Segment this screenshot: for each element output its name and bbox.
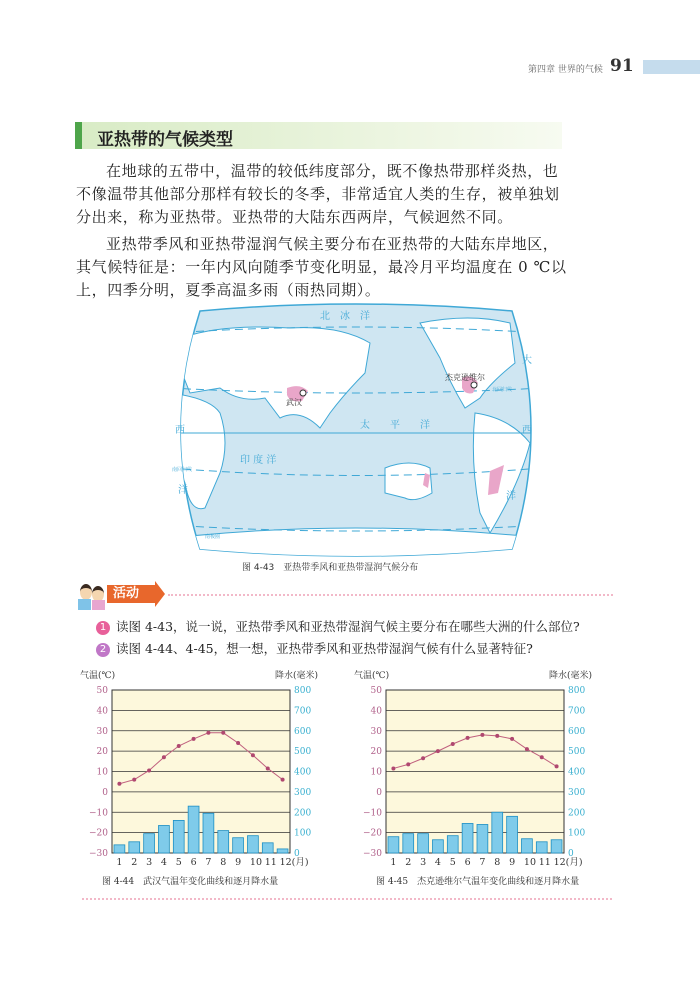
- precipitation-bar: [262, 843, 273, 853]
- temperature-point: [266, 766, 270, 770]
- temperature-point: [206, 731, 210, 735]
- x-tick-label: 10: [249, 857, 263, 868]
- x-tick-label: 4: [160, 857, 167, 868]
- y2-tick-label: 200: [294, 808, 312, 819]
- y-tick-label: 50: [370, 686, 382, 696]
- x-tick-label: 1: [116, 857, 123, 868]
- y-tick-label: 0: [102, 787, 108, 798]
- precipitation-bar: [277, 849, 288, 853]
- precipitation-bar: [551, 840, 562, 853]
- y2-tick-label: 600: [294, 726, 312, 737]
- chart-caption: 图 4-45 杰克逊维尔气温年变化曲线和逐月降水量: [376, 877, 580, 887]
- y-axis-label: 气温(℃): [354, 671, 390, 681]
- precipitation-bar: [248, 836, 259, 853]
- temperature-point: [147, 768, 151, 772]
- y2-tick-label: 100: [294, 828, 312, 839]
- x-tick-label: 11: [264, 857, 277, 868]
- x-tick-label: 9: [235, 857, 242, 868]
- x-tick-label: 6: [190, 857, 197, 868]
- precipitation-bar: [536, 842, 547, 853]
- temperature-point: [162, 755, 166, 759]
- precipitation-bar: [218, 831, 229, 853]
- x-tick-label: 10: [523, 857, 537, 868]
- jacksonville-marker: [471, 382, 477, 388]
- precipitation-bar: [159, 825, 170, 853]
- precipitation-bar: [173, 820, 184, 853]
- y-tick-label: 20: [96, 747, 108, 758]
- map-label-antarctic: 南极圈: [205, 534, 221, 540]
- paragraph-line: 上，四季分明，夏季高温多雨（雨热同期）。: [76, 281, 381, 299]
- y2-tick-label: 300: [294, 787, 312, 798]
- y2-tick-label: 700: [568, 706, 586, 717]
- temperature-point: [540, 755, 544, 759]
- x-tick-label: 9: [509, 857, 516, 868]
- section-title: 亚热带的气候类型: [97, 130, 233, 150]
- bottom-divider: [82, 898, 612, 900]
- header-bar: [643, 60, 700, 74]
- temperature-point: [221, 731, 225, 735]
- temperature-point: [525, 747, 529, 751]
- map-label-tropic-n: 北回归线: [492, 387, 513, 393]
- precipitation-bar: [418, 834, 429, 853]
- precipitation-bar: [522, 839, 533, 853]
- x-tick-label: 3: [146, 857, 153, 868]
- x-tick-label: 5: [175, 857, 182, 868]
- temperature-point: [495, 734, 499, 738]
- x-tick-label: 7: [205, 857, 212, 868]
- temperature-point: [480, 733, 484, 737]
- y-tick-label: 10: [96, 767, 108, 778]
- y2-tick-label: 300: [568, 787, 586, 798]
- map-label-indian: 印 度 洋: [240, 455, 277, 466]
- y-tick-label: −20: [89, 828, 108, 839]
- paragraph-line: 其气候特征是：一年内风向随季节变化明显，最冷月平均温度在 0 ℃以: [76, 258, 567, 276]
- x-tick-label: 12(月): [279, 857, 309, 868]
- x-tick-label: 6: [464, 857, 471, 868]
- map-label-atlantic: 洋: [506, 491, 516, 502]
- map-label-pacific: 太 平 洋: [360, 420, 430, 431]
- y-tick-label: 40: [370, 706, 382, 717]
- y2-tick-label: 700: [294, 706, 312, 717]
- precipitation-bar: [203, 813, 214, 853]
- precipitation-bar: [477, 824, 488, 853]
- x-tick-label: 1: [390, 857, 397, 868]
- temperature-point: [555, 764, 559, 768]
- y2-tick-label: 0: [568, 849, 574, 859]
- y-tick-label: 20: [370, 747, 382, 758]
- climate-chart-wuhan: [80, 664, 340, 894]
- activity-divider: [168, 594, 613, 596]
- map-label-atlantic: 西: [522, 425, 532, 436]
- paragraph-line: 分出来，称为亚热带。亚热带的大陆东西两岸，气候迥然不同。: [76, 208, 513, 226]
- temperature-point: [132, 778, 136, 782]
- precipitation-bar: [462, 823, 473, 853]
- temperature-point: [391, 766, 395, 770]
- y2-tick-label: 500: [568, 747, 586, 758]
- temperature-point: [177, 744, 181, 748]
- y-tick-label: −10: [363, 808, 382, 819]
- temperature-point: [406, 762, 410, 766]
- precipitation-bar: [433, 840, 444, 853]
- y-tick-label: 50: [96, 686, 108, 696]
- map-caption: 图 4-43 亚热带季风和亚热带湿润气候分布: [242, 563, 419, 573]
- x-tick-label: 8: [220, 857, 227, 868]
- temperature-point: [436, 749, 440, 753]
- temperature-point: [192, 737, 196, 741]
- temperature-point: [236, 741, 240, 745]
- x-tick-label: 2: [405, 857, 412, 868]
- y2-axis-label: 降水(毫米): [548, 671, 592, 681]
- precipitation-bar: [507, 816, 518, 853]
- paragraph-line: 在地球的五带中，温带的较低纬度部分，既不像热带那样炎热，也: [106, 162, 559, 180]
- temperature-point: [281, 778, 285, 782]
- map-label-atlantic: 大: [522, 355, 532, 366]
- y2-tick-label: 400: [568, 767, 586, 778]
- x-tick-label: 12(月): [553, 857, 583, 868]
- precipitation-bar: [403, 834, 414, 853]
- y-axis-label: 气温(℃): [80, 671, 116, 681]
- map-label-west: 西: [175, 425, 185, 436]
- temperature-point: [421, 756, 425, 760]
- precipitation-bar: [188, 806, 199, 853]
- map-label-arctic: 北 冰 洋: [320, 311, 370, 322]
- chart-caption: 图 4-44 武汉气温年变化曲线和逐月降水量: [102, 877, 279, 887]
- y2-tick-label: 600: [568, 726, 586, 737]
- temperature-point: [466, 736, 470, 740]
- activity-question: 2 读图 4-44、4-45，想一想，亚热带季风和亚热带湿润气候有什么显著特征?: [96, 639, 533, 657]
- y2-tick-label: 200: [568, 808, 586, 819]
- y2-tick-label: 800: [294, 686, 312, 696]
- x-tick-label: 3: [420, 857, 427, 868]
- y-tick-label: 30: [370, 726, 382, 737]
- paragraph-line: 亚热带季风和亚热带湿润气候主要分布在亚热带的大陆东岸地区，: [106, 235, 559, 253]
- chapter-header: 第四章 世界的气候: [528, 65, 603, 75]
- y-tick-label: 30: [96, 726, 108, 737]
- x-tick-label: 4: [434, 857, 441, 868]
- precipitation-bar: [447, 836, 458, 853]
- precipitation-bar: [388, 837, 399, 853]
- y2-tick-label: 0: [294, 849, 300, 859]
- section-title-bar: [75, 122, 562, 149]
- y-tick-label: 10: [370, 767, 382, 778]
- kids-icon: [78, 584, 106, 610]
- temperature-point: [251, 753, 255, 757]
- y-tick-label: 0: [376, 787, 382, 798]
- x-tick-label: 11: [538, 857, 551, 868]
- map-label-ocean: 洋: [178, 485, 188, 496]
- wuhan-marker: [300, 390, 306, 396]
- y2-axis-label: 降水(毫米): [274, 671, 318, 681]
- precipitation-bar: [114, 845, 125, 853]
- x-tick-label: 5: [449, 857, 456, 868]
- precipitation-bar: [233, 838, 244, 853]
- page-number: 91: [610, 56, 634, 76]
- paragraph-line: 不像温带其他部分那样有较长的冬季，非常适宜人类的生存，被单独划: [76, 185, 560, 203]
- map-label-wuhan: 武汉: [286, 398, 302, 407]
- title-marker: [75, 122, 82, 149]
- y2-tick-label: 800: [568, 686, 586, 696]
- map-label-jacksonville: 杰克逊维尔: [445, 373, 485, 382]
- precipitation-bar: [144, 834, 155, 853]
- x-tick-label: 8: [494, 857, 501, 868]
- temperature-point: [117, 782, 121, 786]
- activity-badge: 活动: [107, 585, 155, 603]
- world-map: [170, 303, 542, 557]
- precipitation-bar: [492, 812, 503, 853]
- temperature-point: [510, 737, 514, 741]
- y-tick-label: 40: [96, 706, 108, 717]
- y-tick-label: −30: [363, 849, 382, 859]
- x-tick-label: 7: [479, 857, 486, 868]
- climate-chart-jacksonville: [354, 664, 614, 894]
- y-tick-label: −20: [363, 828, 382, 839]
- activity-question: 1 读图 4-43，说一说，亚热带季风和亚热带湿润气候主要分布在哪些大洲的什么部位?: [96, 617, 580, 635]
- y2-tick-label: 500: [294, 747, 312, 758]
- y-tick-label: −30: [89, 849, 108, 859]
- y-tick-label: −10: [89, 808, 108, 819]
- temperature-point: [451, 742, 455, 746]
- precipitation-bar: [129, 842, 140, 853]
- map-label-tropic-s: 南回归线: [172, 467, 193, 473]
- y2-tick-label: 400: [294, 767, 312, 778]
- y2-tick-label: 100: [568, 828, 586, 839]
- x-tick-label: 2: [131, 857, 138, 868]
